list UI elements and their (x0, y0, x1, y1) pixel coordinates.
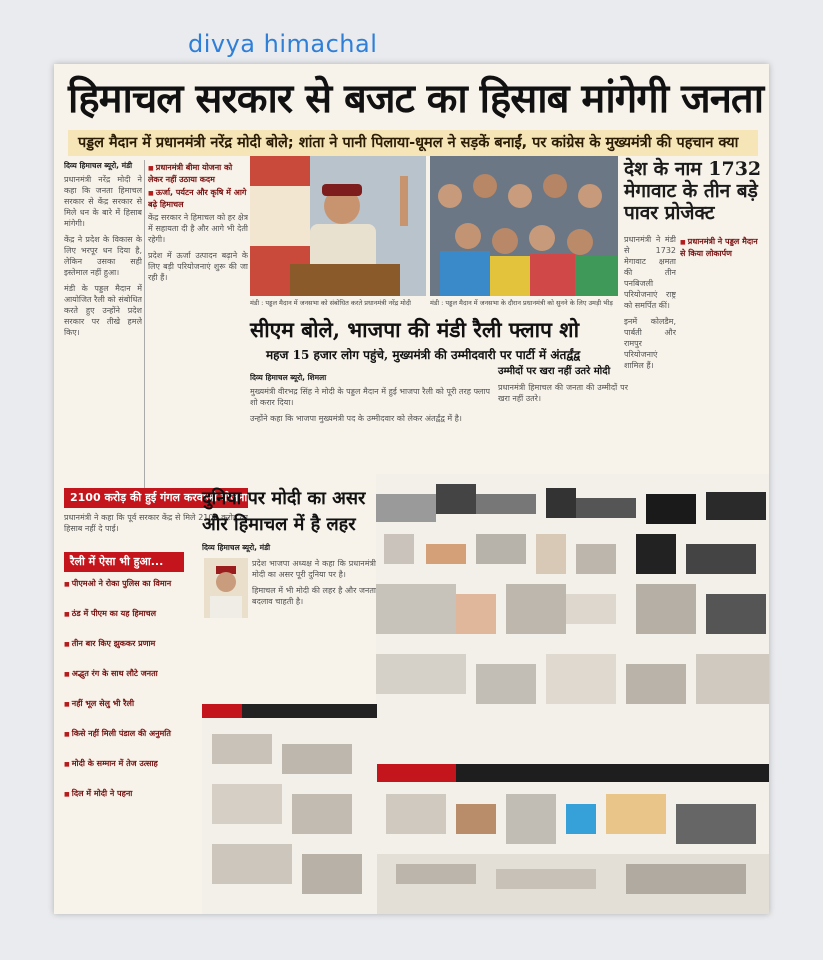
section-title: रैली में ऐसा भी हुआ... (64, 552, 184, 572)
left-paragraph: प्रधानमंत्री नरेंद्र मोदी ने कहा कि जनता हिमाचल सरकार से केंद्र सरकार से मिले धन के बारे में हिसाब मांगेगी। (64, 175, 142, 228)
note-item: ■ नहीं भूल सेलु भी रैली (64, 698, 198, 710)
third-paragraph: हिमाचल में भी मोदी की लहर है और जनता बदलाव चाहती है। (252, 586, 376, 606)
third-story-body (252, 558, 376, 703)
left-byline: दिव्य हिमाचल ब्यूरो, मंडी (64, 161, 133, 170)
note-item: ■ किसे नहीं मिली पंडाल की अनुमति (64, 728, 198, 740)
second-paragraph: मुख्यमंत्री वीरभद्र सिंह ने मोदी के पड्डल मैदान में हुई भाजपा रैली को पूरी तरह फ्लाप शो करार दिया। (250, 387, 490, 407)
mid-paragraph: केंद्र सरकार ने हिमाचल को हर क्षेत्र में सहायता दी है और आगे भी देती रहेगी। (148, 213, 248, 244)
mid-bullet: ■ ऊर्जा, पर्यटन और कृषि में आगे बढ़े हिमाचल (148, 187, 248, 210)
note-item: ■ तीन बार किए झुककर प्रणाम (64, 638, 198, 650)
mid-paragraph: प्रदेश में ऊर्जा उत्पादन बढ़ाने के लिए बड़ी परियोजनाएं शुरू की जा रही हैं। (148, 251, 248, 282)
side-story-title: देश के नाम 1732 मेगावाट के तीन बड़े पावर प्रोजेक्ट (624, 158, 762, 224)
second-story-body (250, 372, 490, 482)
newspaper-page (54, 64, 769, 914)
pixelated-region (376, 474, 769, 914)
leader-photo (204, 558, 248, 618)
note-item: ■ पीएमओ ने रोका पुलिस का विमान (64, 578, 198, 590)
note-item: ■ दिल में मोदी ने पहना (64, 788, 198, 800)
crowd-photo (430, 156, 618, 296)
third-byline-wrap (202, 542, 376, 554)
second-paragraph: उन्होंने कहा कि भाजपा मुख्यमंत्री पद के उम्मीदवार को लेकर अंतर्द्वंद्व में है। (250, 414, 462, 423)
sub-headline: पड्डल मैदान में प्रधानमंत्री नरेंद्र मोदी बोले; शांता ने पानी पिलाया-धूमल ने सड़कें बनाईं, पर कांग्रेस के मुख्यमंत्री की पहचान क्या (68, 130, 758, 156)
pixelated-region-left (202, 704, 377, 914)
second-paragraph: प्रधानमंत्री हिमाचल की जनता की उम्मीदों पर खरा नहीं उतरे। (498, 383, 628, 403)
note-item: ■ मोदी के सम्मान में तेज उत्साह (64, 758, 198, 770)
column-rule (144, 160, 145, 490)
side-story-column-2 (680, 234, 764, 470)
second-byline: दिव्य हिमाचल ब्यूरो, शिमला (250, 373, 327, 382)
left-paragraph: केंद्र ने प्रदेश के विकास के लिए भरपूर धन दिया है, लेकिन उसका सही इस्तेमाल नहीं हुआ। (64, 235, 142, 277)
third-byline: दिव्य हिमाचल ब्यूरो, मंडी (202, 543, 271, 552)
side-paragraph: इनमें कोलडैम, पार्बती और रामपुर परियोजनाएं शामिल हैं। (624, 317, 676, 370)
third-headline: दुनिया पर मोदी का असर और हिमाचल में है लहर (202, 488, 366, 535)
box-paragraph: प्रधानमंत्री ने कहा कि पूर्व सरकार केंद्र से मिले 2100 करोड़ का हिसाब नहीं दे पाई। (64, 513, 248, 533)
third-paragraph: प्रदेश भाजपा अध्यक्ष ने कहा कि प्रधानमंत्री मोदी का असर पूरी दुनिया पर है। (252, 559, 376, 579)
main-headline: हिमाचल सरकार से बजट का हिसाब मांगेगी जनता (68, 75, 764, 122)
left-paragraph: मंडी के पड्डल मैदान में आयोजित रैली को संबोधित करते हुए उन्होंने प्रदेश सरकार पर तीखे हमले किए। (64, 284, 142, 337)
modi-photo (250, 156, 426, 296)
side-tag: ■ प्रधानमंत्री ने पड्डल मैदान से किया लोकार्पण (680, 236, 764, 259)
second-subheadline: महज 15 हजार लोग पहुंचे, मुख्यमंत्री की उम्मीदवारी पर पार्टी में अंतर्द्वंद्व (266, 348, 581, 362)
left-photo-caption: मंडी : पड्डल मैदान में जनसभा को संबोधित करते प्रधानमंत्री नरेंद्र मोदी (250, 299, 411, 307)
rally-notes (64, 576, 198, 911)
second-right-sub: उम्मीदों पर खरा नहीं उतरे मोदी (498, 366, 611, 377)
note-item: ■ ठंड में पीएम का यह हिमाचल (64, 608, 198, 620)
mid-bullet: ■ प्रधानमंत्री बीमा योजना को लेकर नहीं उठाया कदम (148, 162, 248, 185)
mid-column (148, 160, 248, 485)
right-photo-caption: मंडी : पड्डल मैदान में जनसभा के दौरान प्रधानमंत्री को सुनने के लिए उमड़ी भीड़ (430, 299, 613, 307)
left-column (64, 160, 142, 485)
note-item: ■ अद्भुत रंग के साथ लौटे जनता (64, 668, 198, 680)
second-story-right (498, 382, 628, 482)
box-title: 2100 करोड़ की हुई गंगल करवाओ योजना (64, 488, 248, 508)
side-paragraph: प्रधानमंत्री ने मंडी से 1732 मेगावाट क्षमता की तीन पनबिजली परियोजनाएं राष्ट्र को समर्पित कीं। (624, 235, 676, 310)
side-story-column-1 (624, 234, 676, 470)
second-headline: सीएम बोले, भाजपा की मंडी रैली फ्लाप शो (250, 317, 580, 342)
brand-label: divya himachal (188, 30, 378, 58)
